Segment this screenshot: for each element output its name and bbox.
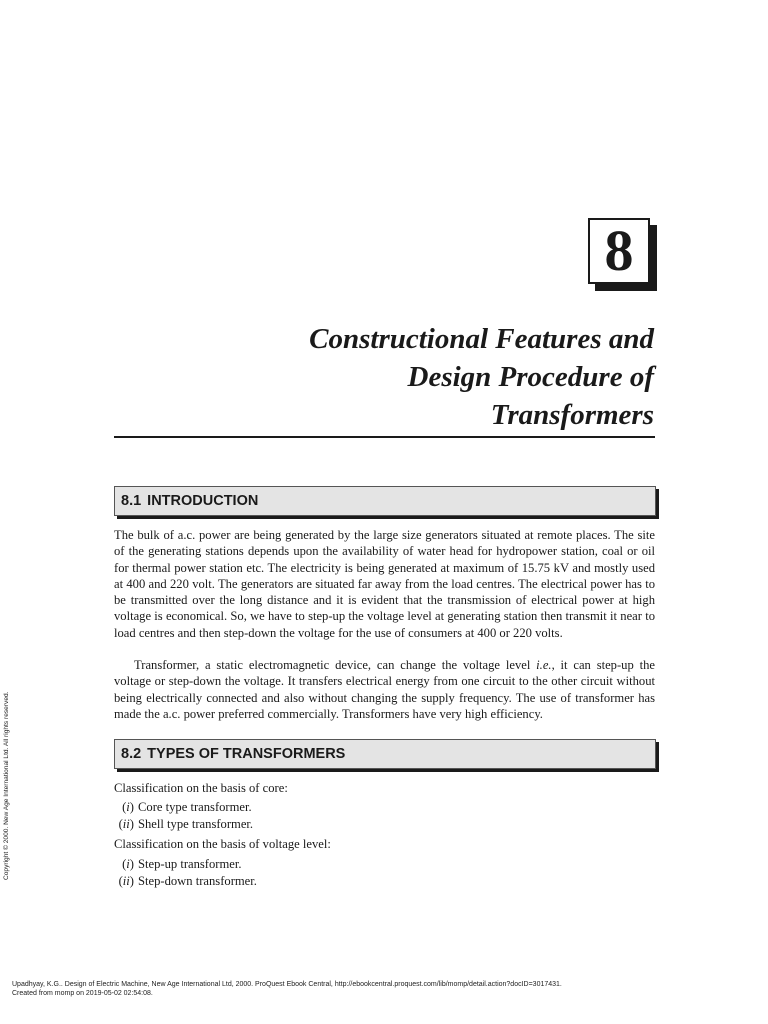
side-copyright-note: Copyright © 2000. New Age International Ltd. All rights reserved. xyxy=(3,691,10,880)
footer-created: Created from momp on 2019-05-02 02:54:08. xyxy=(12,990,153,997)
list-item-text: Step-down transformer. xyxy=(138,874,257,888)
chapter-title-line-1: Constructional Features and xyxy=(309,323,654,355)
paragraph-text: Transformer, a static electromagnetic device, can change the voltage level xyxy=(134,658,537,672)
section-number: 8.2 xyxy=(121,746,142,762)
list-marker: (ii) xyxy=(118,874,134,888)
chapter-title-line-2: Design Procedure of xyxy=(407,361,654,393)
list-item xyxy=(100,816,253,832)
chapter-number-box xyxy=(588,218,650,284)
chapter-number: 8 xyxy=(604,218,634,283)
classification-core-intro: Classification on the basis of core: xyxy=(114,781,288,795)
chapter-title-line-3: Transformers xyxy=(490,399,654,431)
list-item xyxy=(100,799,252,815)
list-item-text: Step-up transformer. xyxy=(138,857,242,871)
list-marker: (i) xyxy=(122,857,134,871)
section-heading-introduction xyxy=(114,486,656,516)
intro-paragraph-2 xyxy=(114,657,655,722)
italic-abbreviation: i.e. xyxy=(536,658,552,672)
list-item xyxy=(100,856,242,872)
paragraph-text: , it can step-up the voltage or step-down the voltage. It transfers electrical energy from one circuit to the other circuit without being electrically connected and also without changing the supply frequency. The use of transformer has made the a.c. power preferred commercially. Transformers have very high efficiency. xyxy=(114,658,655,721)
chapter-title xyxy=(174,320,654,434)
list-item xyxy=(100,873,257,889)
list-item-text: Shell type transformer. xyxy=(138,817,254,831)
section-number: 8.1 xyxy=(121,493,142,509)
section-heading-types xyxy=(114,739,656,769)
footer-citation: Upadhyay, K.G.. Design of Electric Machine, New Age International Ltd, 2000. ProQuest Ebook Central, http://ebookcentral.proquest.com/lib/momp/detail.action?docID=3017431. xyxy=(12,981,562,988)
list-item-text: Core type transformer. xyxy=(138,800,252,814)
section-title: INTRODUCTION xyxy=(147,493,259,509)
section-title: TYPES OF TRANSFORMERS xyxy=(147,746,346,762)
intro-paragraph-1: The bulk of a.c. power are being generated by the large size generators situated at remote places. The site of the generating stations depends upon the availability of water head for hydropower station, coal or oil for thermal power station etc. The electricity is being generated at maximum of 15.75 kV and mostly used at 400 and 220 volt. The generators are situated far away from the load centres. The electrical power has to be transmitted over the long distance and it is evident that the transmission of electrical power at high voltage is economical. So, we have to step-up the voltage level at generating station then transmit it near to load centres and then step-down the voltage for the use of consumers at 400 or 220 volts. xyxy=(114,528,655,640)
list-marker: (i) xyxy=(122,800,134,814)
title-divider xyxy=(114,436,655,438)
list-marker: (ii) xyxy=(118,817,134,831)
page-footer xyxy=(12,980,752,998)
classification-voltage-intro: Classification on the basis of voltage level: xyxy=(114,837,331,851)
